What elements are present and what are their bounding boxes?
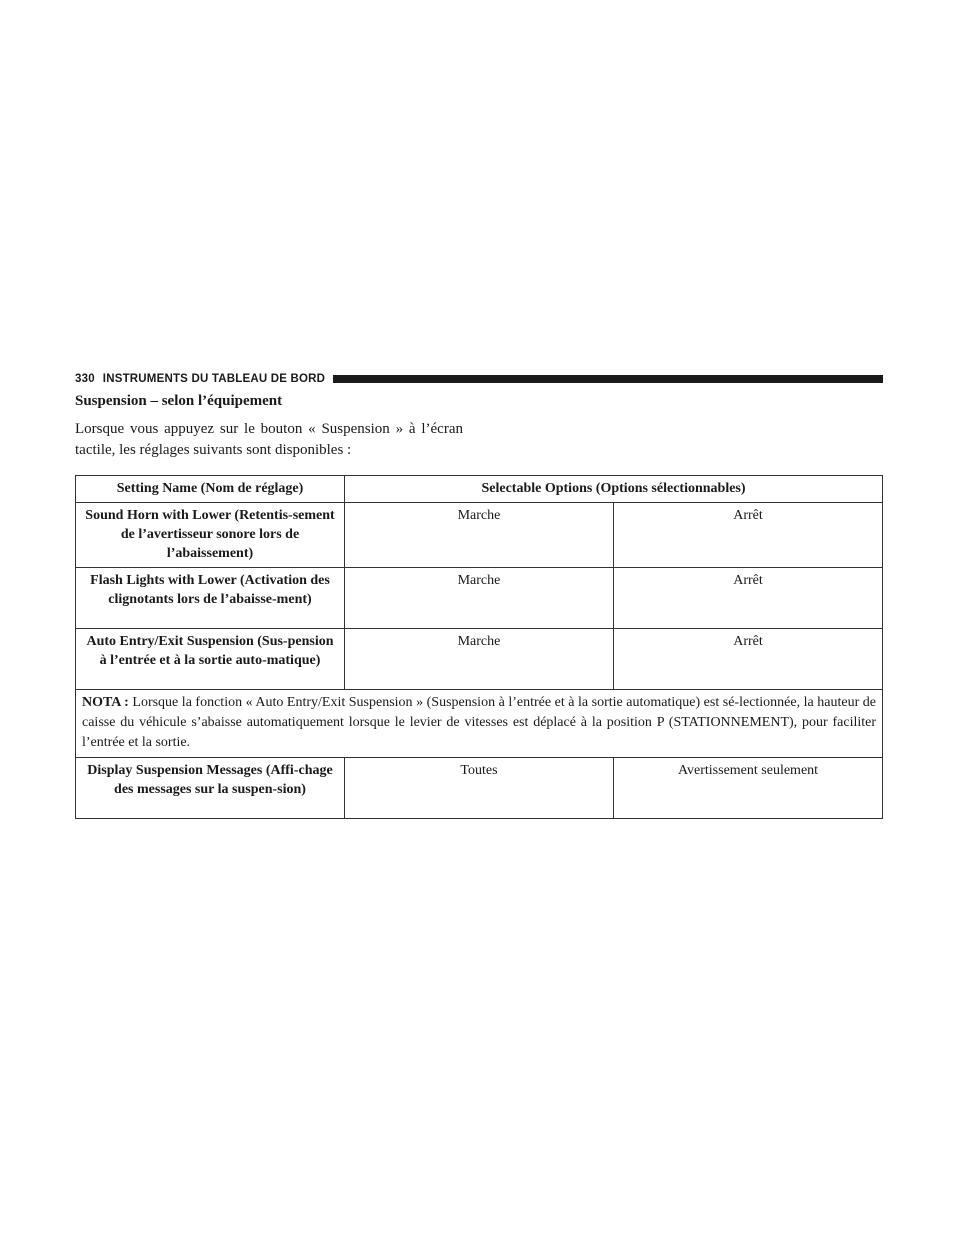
note-text: Lorsque la fonction « Auto Entry/Exit Suspension » (Suspension à l’entrée et à la sortie automatique) est sé-lectionnée, la hauteur de caisse du véhicule s’abaisse automatiquement lorsque le levier de vitesses est déplacé à la position P (STATIONNEMENT), pour faciliter l’entrée et la sortie. — [82, 695, 877, 750]
setting-name: Flash Lights with Lower (Activation des clignotants lors de l’abaisse-ment) — [76, 568, 345, 629]
table-row — [76, 503, 883, 568]
column-header-options: Selectable Options (Options sélectionnables) — [345, 476, 883, 503]
option-value: Arrêt — [614, 568, 883, 629]
section-title: INSTRUMENTS DU TABLEAU DE BORD — [102, 373, 326, 385]
settings-table — [75, 475, 883, 819]
page-header — [75, 370, 883, 388]
option-value: Marche — [345, 568, 614, 629]
option-value: Arrêt — [614, 503, 883, 568]
header-rule — [333, 375, 883, 383]
table-row — [76, 568, 883, 629]
note-label: NOTA : — [82, 695, 129, 710]
option-value: Marche — [345, 503, 614, 568]
setting-name: Display Suspension Messages (Affi-chage des messages sur la suspen-sion) — [76, 758, 345, 819]
section-heading: Suspension – selon l’équipement — [75, 393, 283, 409]
note-cell — [76, 690, 883, 758]
table-header-row — [76, 476, 883, 503]
option-value: Arrêt — [614, 629, 883, 690]
option-value: Avertissement seulement — [614, 758, 883, 819]
table-row — [76, 758, 883, 819]
setting-name: Sound Horn with Lower (Retentis-sement de l’avertisseur sonore lors de l’abaissement) — [76, 503, 345, 568]
option-value: Toutes — [345, 758, 614, 819]
column-header-setting: Setting Name (Nom de réglage) — [76, 476, 345, 503]
page-number: 330 — [75, 373, 95, 385]
setting-name: Auto Entry/Exit Suspension (Sus-pension à l’entrée et à la sortie auto-matique) — [76, 629, 345, 690]
option-value: Marche — [345, 629, 614, 690]
table-row — [76, 629, 883, 690]
intro-paragraph: Lorsque vous appuyez sur le bouton « Suspension » à l’écran tactile, les réglages suivants sont disponibles : — [75, 421, 463, 458]
note-row — [76, 690, 883, 758]
